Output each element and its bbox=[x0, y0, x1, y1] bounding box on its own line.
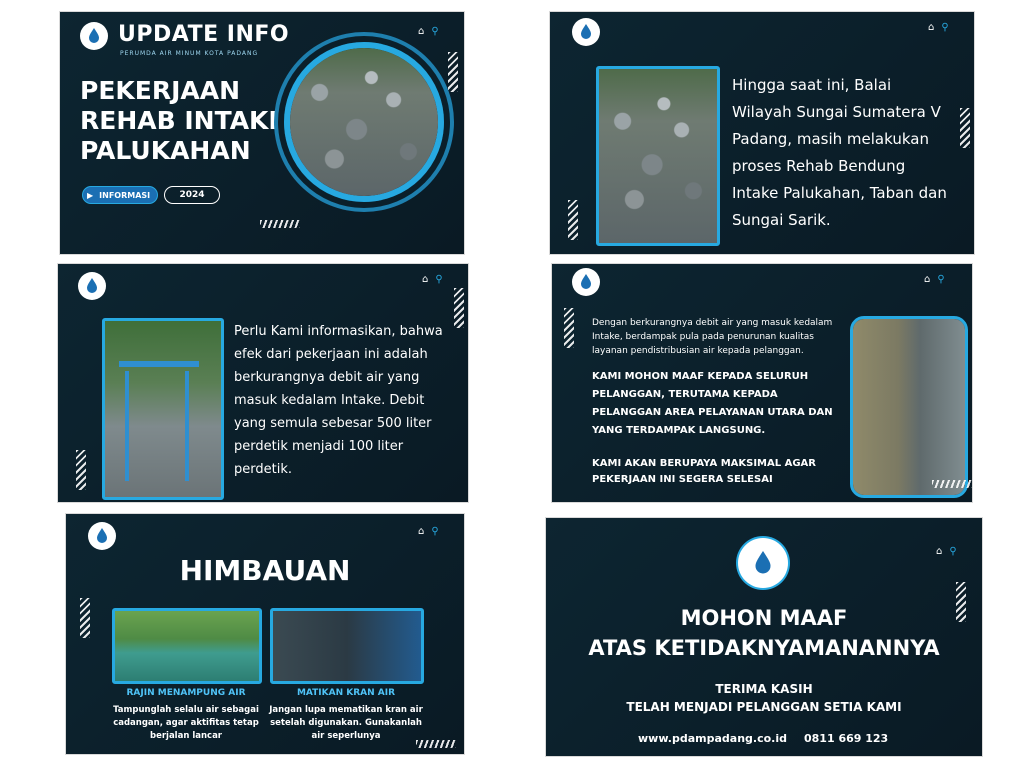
home-icon: ⌂ bbox=[422, 274, 429, 285]
headline-line-2: REHAB INTAKE bbox=[80, 106, 286, 135]
water-drop-logo-icon bbox=[80, 22, 108, 50]
intake-gate-photo bbox=[102, 318, 224, 500]
website-link[interactable]: www.pdampadang.co.id bbox=[638, 732, 787, 745]
slide-apology-info bbox=[552, 264, 972, 502]
search-icon: ⚲ bbox=[937, 274, 945, 285]
slide-update-info bbox=[60, 12, 464, 254]
search-icon: ⚲ bbox=[435, 274, 443, 285]
water-tap-photo bbox=[270, 608, 424, 684]
water-bucket-photo bbox=[112, 608, 262, 684]
thanks-line-2: TELAH MENJADI PELANGGAN SETIA KAMI bbox=[626, 700, 902, 714]
water-drop-logo-icon bbox=[78, 272, 106, 300]
progress-text: Hingga saat ini, Balai Wilayah Sungai Sumatera V Padang, masih melakukan proses Rehab Bendung Intake Palukahan, Taban dan Sungai Sarik. bbox=[732, 76, 947, 229]
thanks-line-1: TERIMA KASIH bbox=[715, 682, 813, 696]
decor-stripes-left bbox=[568, 200, 578, 240]
search-icon: ⚲ bbox=[949, 546, 957, 557]
slide-subtitle: PERUMDA AIR MINUM KOTA PADANG bbox=[120, 50, 259, 57]
headline-line-1: PEKERJAAN bbox=[80, 76, 241, 105]
decor-stripes-right bbox=[448, 52, 458, 92]
nav-icons bbox=[936, 546, 957, 557]
right-caption: MATIKAN KRAN AIR bbox=[296, 688, 396, 698]
badge-label: INFORMASI bbox=[99, 190, 151, 200]
slide-himbauan bbox=[66, 514, 464, 754]
decor-stripes bbox=[260, 220, 300, 228]
dam-photo bbox=[850, 316, 968, 498]
intro-text: Dengan berkurangnya debit air yang masuk kedalam Intake, berdampak pula pada penurunan kualitas layanan pendistribusian air kepada pelanggan. bbox=[592, 318, 833, 356]
left-text: Tampunglah selalu air sebagai cadangan, agar aktifitas tetap berjalan lancar bbox=[113, 705, 259, 741]
closing-title-1: MOHON MAAF bbox=[680, 606, 848, 630]
excavation-photo bbox=[290, 48, 438, 196]
promise-text: KAMI AKAN BERUPAYA MAKSIMAL AGAR PEKERJAAN INI SEGERA SELESAI bbox=[592, 458, 816, 485]
nav-icons bbox=[422, 274, 443, 285]
nav-icons bbox=[928, 22, 949, 33]
phone-number: 0811 669 123 bbox=[804, 732, 889, 745]
year-badge bbox=[164, 186, 220, 204]
slide-impact-info bbox=[58, 264, 468, 502]
water-drop-logo-icon bbox=[738, 538, 788, 588]
search-icon: ⚲ bbox=[941, 22, 949, 33]
decor-stripes-right bbox=[454, 288, 464, 328]
home-icon: ⌂ bbox=[924, 274, 931, 285]
home-icon: ⌂ bbox=[418, 26, 425, 37]
slide-title: UPDATE INFO bbox=[118, 22, 290, 47]
nav-icons bbox=[418, 26, 439, 37]
info-badge bbox=[82, 186, 158, 204]
closing-title-2: ATAS KETIDAKNYAMANANNYA bbox=[588, 636, 940, 660]
water-drop-logo-icon bbox=[572, 268, 600, 296]
left-caption: RAJIN MENAMPUNG AIR bbox=[126, 688, 246, 698]
headline-line-3: PALUKAHAN bbox=[80, 136, 251, 165]
photo-ring bbox=[284, 42, 444, 202]
water-drop-logo-icon bbox=[88, 522, 116, 550]
home-icon: ⌂ bbox=[936, 546, 943, 557]
water-drop-logo-icon bbox=[572, 18, 600, 46]
decor-stripes-left bbox=[76, 450, 86, 490]
right-text: Jangan lupa mematikan kran air setelah digunakan. Gunakanlah air seperlunya bbox=[269, 705, 423, 741]
decor-stripes-left bbox=[80, 598, 90, 638]
decor-stripes-bottom bbox=[416, 740, 456, 748]
himbauan-title: HIMBAUAN bbox=[179, 554, 351, 587]
slide-progress-info bbox=[550, 12, 974, 254]
nav-icons bbox=[924, 274, 945, 285]
search-icon: ⚲ bbox=[431, 26, 439, 37]
slide-closing bbox=[546, 518, 982, 756]
decor-stripes-bottom bbox=[932, 480, 972, 488]
home-icon: ⌂ bbox=[928, 22, 935, 33]
year-label: 2024 bbox=[179, 190, 205, 200]
play-icon: ▶ bbox=[87, 190, 94, 200]
nav-icons bbox=[418, 526, 439, 537]
decor-stripes-left bbox=[564, 308, 574, 348]
river-work-photo bbox=[596, 66, 720, 246]
search-icon: ⚲ bbox=[431, 526, 439, 537]
decor-stripes-right bbox=[960, 108, 970, 148]
apology-text: KAMI MOHON MAAF KEPADA SELURUH PELANGGAN, TERUTAMA KEPADA PELANGGAN AREA PELAYANAN UTARA DAN YANG TERDAMPAK LANGSUNG. bbox=[592, 371, 833, 436]
impact-text: Perlu Kami informasikan, bahwa efek dari pekerjaan ini adalah berkurangnya debit air yang masuk kedalam Intake. Debit yang semula sebesar 500 liter perdetik menjadi 100 liter perdetik. bbox=[234, 324, 443, 477]
home-icon: ⌂ bbox=[418, 526, 425, 537]
